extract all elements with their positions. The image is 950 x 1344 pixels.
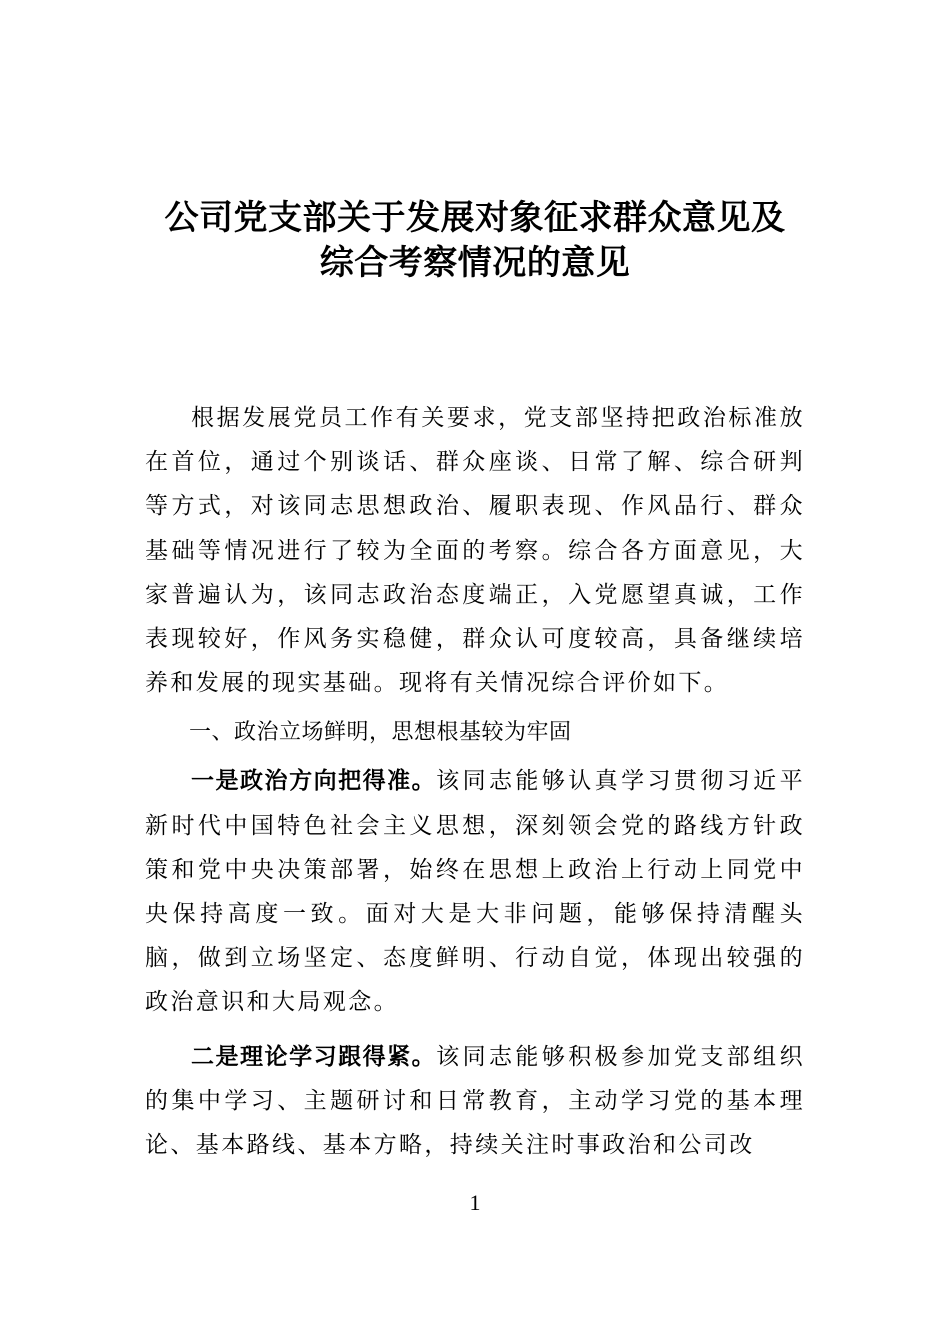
section-heading: 一、政治立场鲜明，思想根基较为牢固 [189, 720, 572, 746]
document-title-line-1: 公司党支部关于发展对象征求群众意见及 [164, 198, 786, 238]
page-number: 1 [469, 1190, 481, 1215]
point-2-text: 该同志能够积极参加党支部组织的集中学习、主题研讨和日常教育，主动学习党的基本理论、基本路线、基本方略，持续关注时事政治和公司改 [145, 1043, 805, 1159]
document-body [145, 396, 805, 1167]
point-paragraph-2 [145, 1035, 805, 1168]
point-paragraph-1 [145, 759, 805, 1024]
intro-paragraph: 根据发展党员工作有关要求，党支部坚持把政治标准放在首位，通过个别谈话、群众座谈、日常了解、综合研判等方式，对该同志思想政治、履职表现、作风品行、群众基础等情况进行了较为全面的考察。综合各方面意见，大家普遍认为，该同志政治态度端正，入党愿望真诚，工作表现较好，作风务实稳健，群众认可度较高，具备继续培养和发展的现实基础。现将有关情况综合评价如下。 [145, 405, 805, 697]
point-1-text: 该同志能够认真学习贯彻习近平新时代中国特色社会主义思想，深刻领会党的路线方针政策和党中央决策部署，始终在思想上政治上行动上同党中央保持高度一致。面对大是大非问题，能够保持清醒头脑，做到立场坚定、态度鲜明、行动自觉，体现出较强的政治意识和大局观念。 [145, 768, 805, 1016]
point-2-lead: 二是理论学习跟得紧。 [191, 1043, 437, 1070]
document-title-line-2: 综合考察情况的意见 [319, 243, 631, 283]
point-1-lead: 一是政治方向把得准。 [191, 768, 437, 795]
